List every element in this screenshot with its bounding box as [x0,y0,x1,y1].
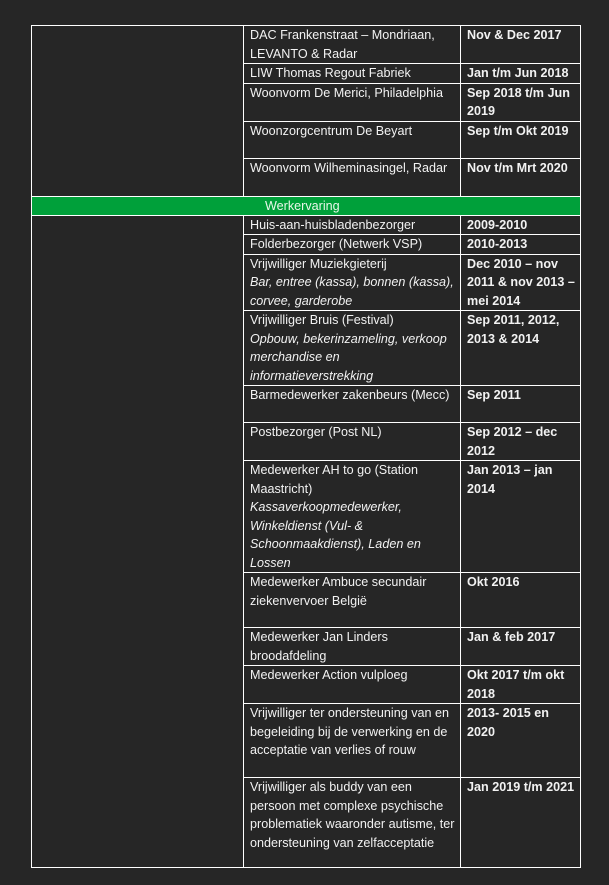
left-empty-cell [32,215,244,868]
row-description [244,461,461,573]
row-date: 2009-2010 [461,215,581,235]
row-title: Folderbezorger (Netwerk VSP) [244,235,461,255]
row-description [244,311,461,386]
row-title: Woonzorgcentrum De Beyart [244,121,461,158]
internships-section [32,26,581,216]
row-title: Huis-aan-huisbladenbezorger [244,215,461,235]
row-date: Sep 2018 t/m Jun 2019 [461,83,581,121]
row-title: Woonvorm De Merici, Philadelphia [244,83,461,121]
section-title: Werkervaring [32,196,581,215]
row-title: Woonvorm Wilheminasingel, Radar [244,158,461,196]
row-details: Opbouw, bekerinzameling, verkoop merchandise en informatieverstrekking [250,331,447,383]
row-date: Jan 2019 t/m 2021 [461,778,581,868]
row-title: Barmedewerker zakenbeurs (Mecc) [244,386,461,423]
section-header-row [32,196,581,215]
row-date: Jan 2013 – jan 2014 [461,461,581,573]
row-title: Vrijwilliger als buddy van een persoon met complexe psychische problematiek waaronder autisme, ter ondersteuning van zelfacceptatie [244,778,461,868]
row-details: Bar, entree (kassa), bonnen (kassa), corvee, garderobe [250,275,454,308]
left-empty-cell [32,26,244,197]
row-date: Nov & Dec 2017 [461,26,581,64]
row-date: Okt 2017 t/m okt 2018 [461,666,581,704]
table-row [32,26,581,64]
row-title: Medewerker Ambuce secundair ziekenvervoer België [244,573,461,628]
row-title: Postbezorger (Post NL) [244,423,461,461]
row-title: Medewerker Jan Linders broodafdeling [244,628,461,666]
row-date: Nov t/m Mrt 2020 [461,158,581,196]
row-date: Sep 2011 [461,386,581,423]
row-date: Dec 2010 – nov 2011 & nov 2013 – mei 2014 [461,254,581,311]
row-date: Sep 2012 – dec 2012 [461,423,581,461]
row-date: 2010-2013 [461,235,581,255]
row-title: DAC Frankenstraat – Mondriaan, LEVANTO & Radar [244,26,461,64]
table-row [32,215,581,235]
row-date: Jan & feb 2017 [461,628,581,666]
row-date: 2013- 2015 en 2020 [461,704,581,778]
row-title: Medewerker AH to go (Station Maastricht) [250,463,418,496]
row-details: Kassaverkoopmedewerker, Winkeldienst (Vul- & Schoonmaakdienst), Laden en Lossen [250,500,421,570]
row-title: LIW Thomas Regout Fabriek [244,64,461,84]
row-date: Sep 2011, 2012, 2013 & 2014 [461,311,581,386]
row-date: Jan t/m Jun 2018 [461,64,581,84]
work-experience-section [32,215,581,868]
row-title: Vrijwilliger Bruis (Festival) [250,313,394,327]
row-description [244,254,461,311]
row-title: Vrijwilliger Muziekgieterij [250,256,387,271]
row-title: Vrijwilliger ter ondersteuning van en begeleiding bij de verwerking en de acceptatie van verlies of rouw [244,704,461,778]
row-title: Medewerker Action vulploeg [244,666,461,704]
row-date: Okt 2016 [461,573,581,628]
cv-table [31,25,581,868]
row-date: Sep t/m Okt 2019 [461,121,581,158]
